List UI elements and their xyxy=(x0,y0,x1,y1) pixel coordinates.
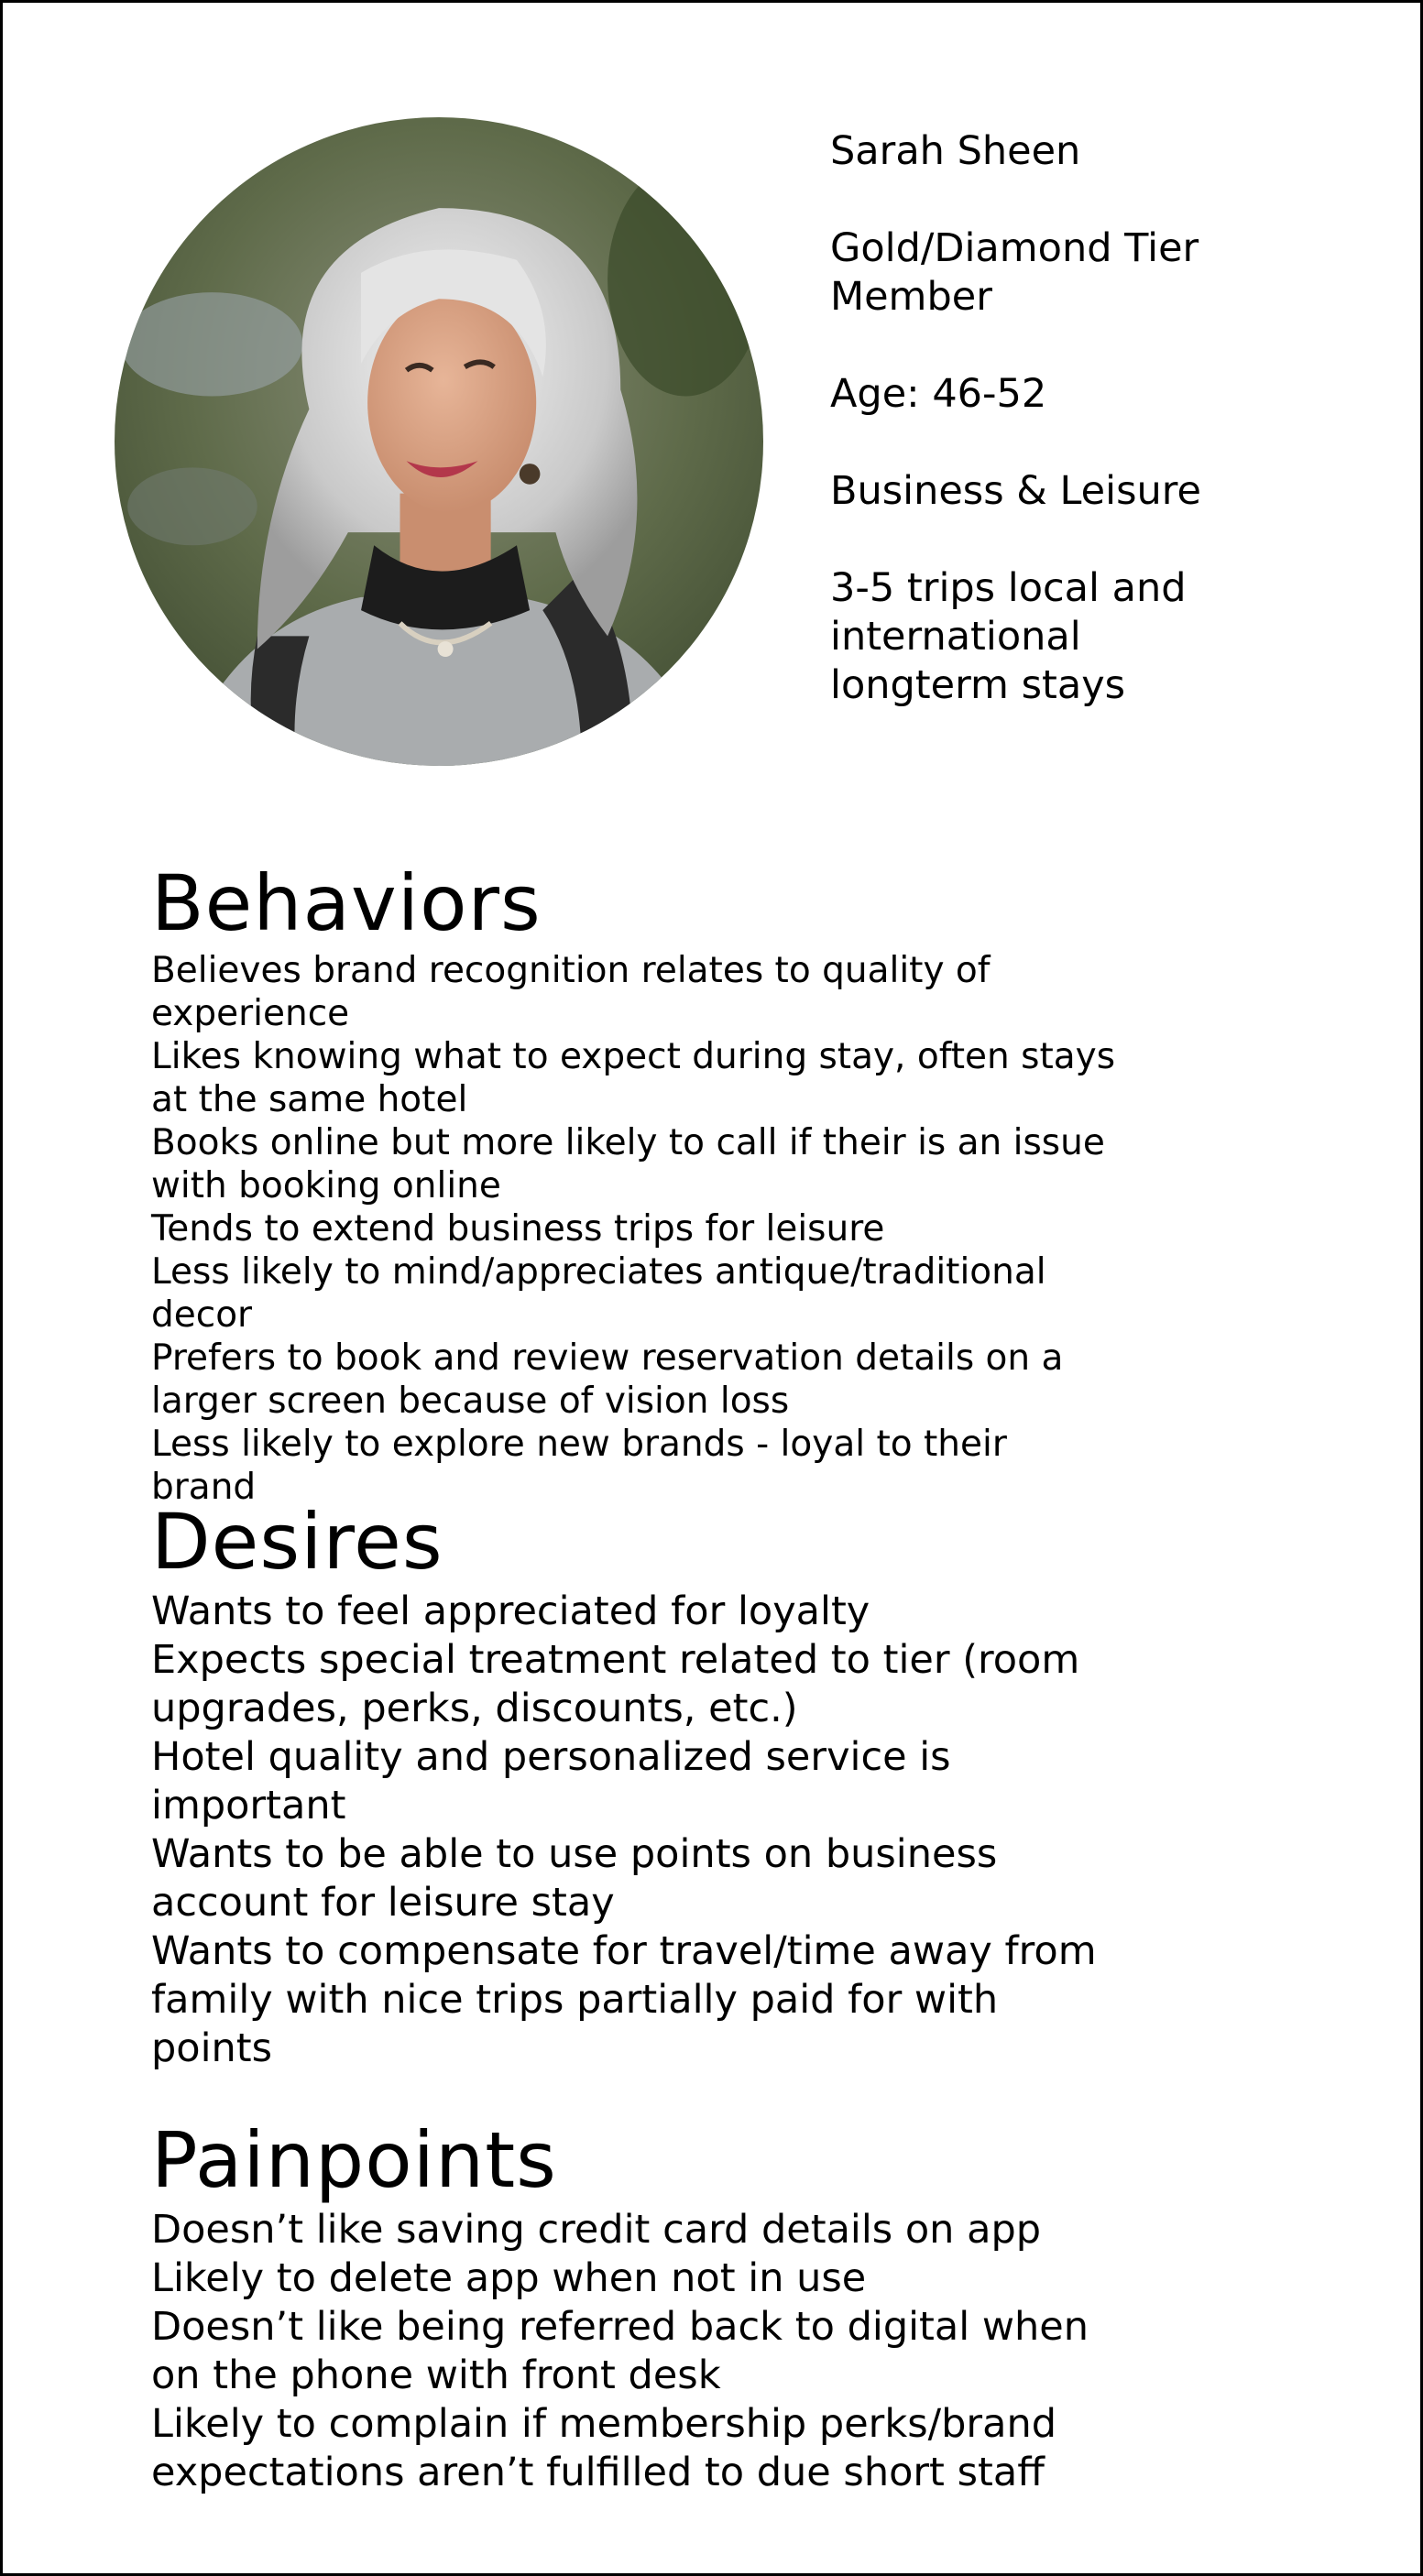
behavior-item: Books online but more likely to call if their is an issue with booking online xyxy=(151,1122,1105,1206)
desires-heading: Desires xyxy=(151,1497,443,1587)
behaviors-list xyxy=(151,949,1122,1509)
behavior-item: Believes brand recognition relates to quality of experience xyxy=(151,950,991,1034)
persona-profile xyxy=(830,127,1343,710)
desire-item: Wants to feel appreciated for loyalty xyxy=(151,1588,870,1634)
behavior-item: Less likely to mind/appreciates antique/traditional decor xyxy=(151,1251,1046,1336)
desires-section xyxy=(151,1496,1342,2073)
behavior-item: Likes knowing what to expect during stay, often stays at the same hotel xyxy=(151,1036,1116,1120)
desires-list xyxy=(151,1588,1122,2073)
desire-item: Expects special treatment related to tier (room upgrades, perks, discounts, etc.) xyxy=(151,1637,1080,1731)
painpoints-heading: Painpoints xyxy=(151,2115,557,2205)
painpoint-item: Doesn’t like being referred back to digital when on the phone with front desk xyxy=(151,2304,1089,2398)
persona-travel-type: Business & Leisure xyxy=(830,468,1201,514)
painpoint-item: Likely to complain if membership perks/brand expectations aren’t fulfilled to due short staff xyxy=(151,2401,1056,2495)
persona-trips: 3-5 trips local and international longterm stays xyxy=(830,565,1187,708)
desire-item: Wants to be able to use points on business account for leisure stay xyxy=(151,1831,998,1926)
behaviors-section xyxy=(151,857,1342,1509)
behavior-item: Tends to extend business trips for leisure xyxy=(151,1208,885,1250)
persona-name: Sarah Sheen xyxy=(830,128,1081,174)
behaviors-heading: Behaviors xyxy=(151,858,542,948)
painpoint-item: Likely to delete app when not in use xyxy=(151,2255,867,2301)
persona-age: Age: 46-52 xyxy=(830,371,1047,417)
persona-photo xyxy=(115,117,763,766)
persona-tier: Gold/Diamond Tier Member xyxy=(830,225,1199,320)
desire-item: Wants to compensate for travel/time away from family with nice trips partially paid for with points xyxy=(151,1928,1097,2071)
painpoint-item: Doesn’t like saving credit card details on app xyxy=(151,2207,1042,2253)
behavior-item: Less likely to explore new brands - loyal to their brand xyxy=(151,1424,1007,1508)
painpoints-list xyxy=(151,2206,1122,2497)
painpoints-section xyxy=(151,2114,1342,2497)
desire-item: Hotel quality and personalized service is important xyxy=(151,1734,951,1828)
behavior-item: Prefers to book and review reservation details on a larger screen because of vision loss xyxy=(151,1337,1064,1422)
